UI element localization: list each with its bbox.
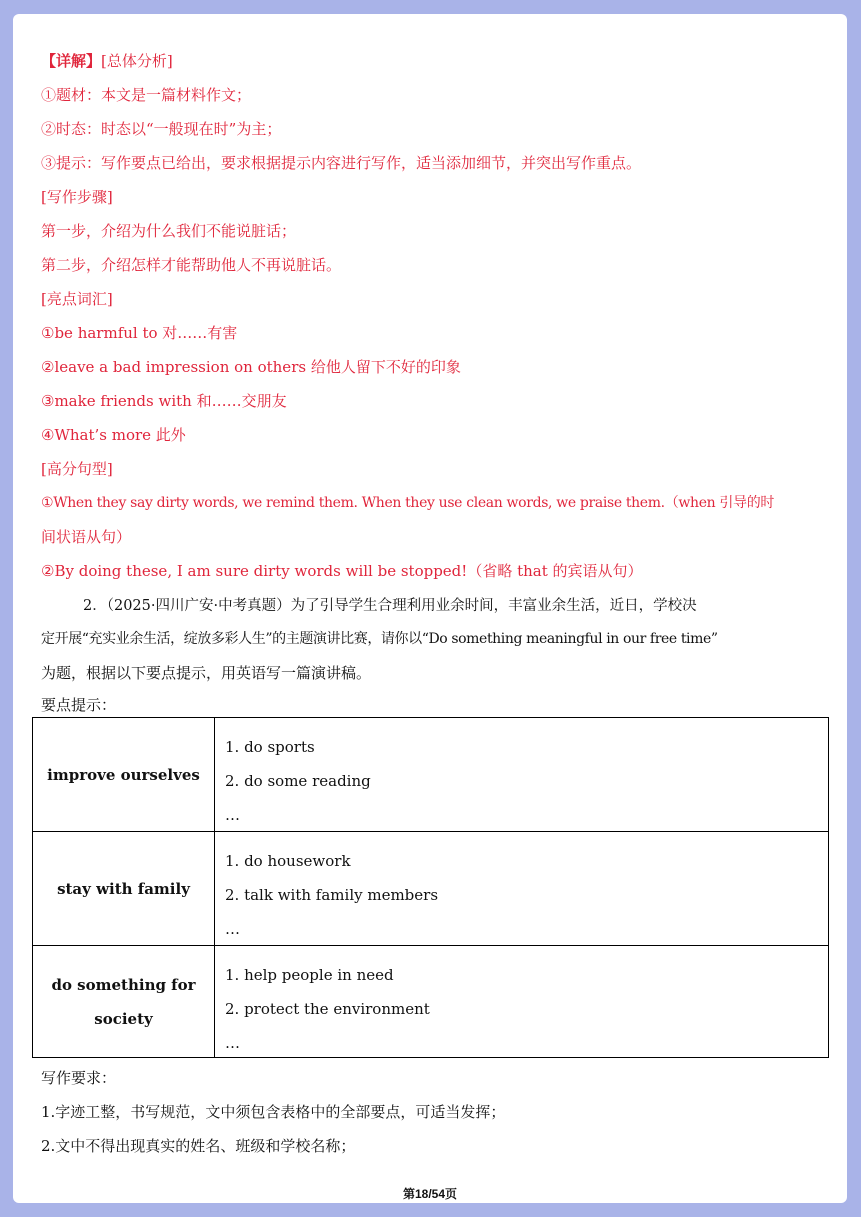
detail-bracket: 【详解】 — [41, 52, 102, 70]
table-item: … — [225, 806, 240, 824]
step-item: 第一步，介绍为什么我们不能说脏话； — [41, 222, 297, 240]
hints-table — [32, 717, 829, 1058]
table-item: 2. do some reading — [225, 772, 371, 790]
vocab-title: [亮点词汇] — [41, 290, 113, 308]
sentence-title: [高分句型] — [41, 460, 113, 478]
question-text: 定开展“充实业余生活，绽放多彩人生”的主题演讲比赛，请你以“Do something meaningful in our free time” — [41, 631, 718, 647]
requirement-item: 1.字迹工整，书写规范，文中须包含表格中的全部要点，可适当发挥； — [41, 1103, 506, 1121]
sentence-item: ①When they say dirty words, we remind them. When they use clean words, we praise them.（when 引导的时 — [41, 495, 775, 511]
table-topic-cell: stay with family — [33, 832, 215, 945]
sentence-item-continued: 间状语从句） — [41, 528, 132, 546]
table-item: 2. protect the environment — [225, 1000, 430, 1018]
table-item: 1. help people in need — [225, 966, 394, 984]
table-items-cell — [225, 958, 430, 1060]
table-topic-cell: do something for society — [33, 946, 215, 1057]
document-page — [13, 14, 847, 1203]
hint-label: 要点提示： — [41, 696, 117, 714]
table-item: … — [225, 1034, 240, 1052]
table-item: 1. do sports — [225, 738, 315, 756]
analysis-point: ①题材：本文是一篇材料作文； — [41, 86, 252, 104]
analysis-point: ②时态：时态以“一般现在时”为主； — [41, 120, 282, 138]
table-topic-cell: improve ourselves — [33, 718, 215, 831]
question-text: 为题，根据以下要点提示，用英语写一篇演讲稿。 — [41, 664, 372, 682]
vocab-item: ③make friends with 和……交朋友 — [41, 392, 287, 410]
table-row — [33, 945, 828, 1057]
steps-title: [写作步骤] — [41, 188, 113, 206]
table-item: 2. talk with family members — [225, 886, 439, 904]
analysis-point: ③提示：写作要点已给出，要求根据提示内容进行写作，适当添加细节，并突出写作重点。 — [41, 154, 642, 172]
sentence-item: ②By doing these, I am sure dirty words will be stopped!（省略 that 的宾语从句） — [41, 562, 643, 580]
requirement-item: 2.文中不得出现真实的姓名、班级和学校名称； — [41, 1137, 356, 1155]
vocab-item: ④What’s more 此外 — [41, 426, 186, 444]
vocab-item: ②leave a bad impression on others 给他人留下不好的印象 — [41, 358, 461, 376]
step-item: 第二步，介绍怎样才能帮助他人不再说脏话。 — [41, 256, 342, 274]
table-items-cell — [225, 844, 438, 946]
question-text: 2．（2025·四川广安·中考真题）为了引导学生合理利用业余时间，丰富业余生活，近日，学校决 — [83, 598, 697, 614]
table-row — [33, 831, 828, 945]
table-items-cell — [225, 730, 371, 832]
analysis-header — [41, 50, 173, 71]
table-item: 1. do housework — [225, 852, 351, 870]
requirements-title: 写作要求： — [41, 1069, 117, 1087]
table-item: … — [225, 920, 240, 938]
overall-analysis-label: [总体分析] — [101, 52, 173, 70]
page-number: 第18/54页 — [402, 1187, 458, 1201]
table-row — [33, 718, 828, 831]
vocab-item: ①be harmful to 对……有害 — [41, 324, 238, 342]
